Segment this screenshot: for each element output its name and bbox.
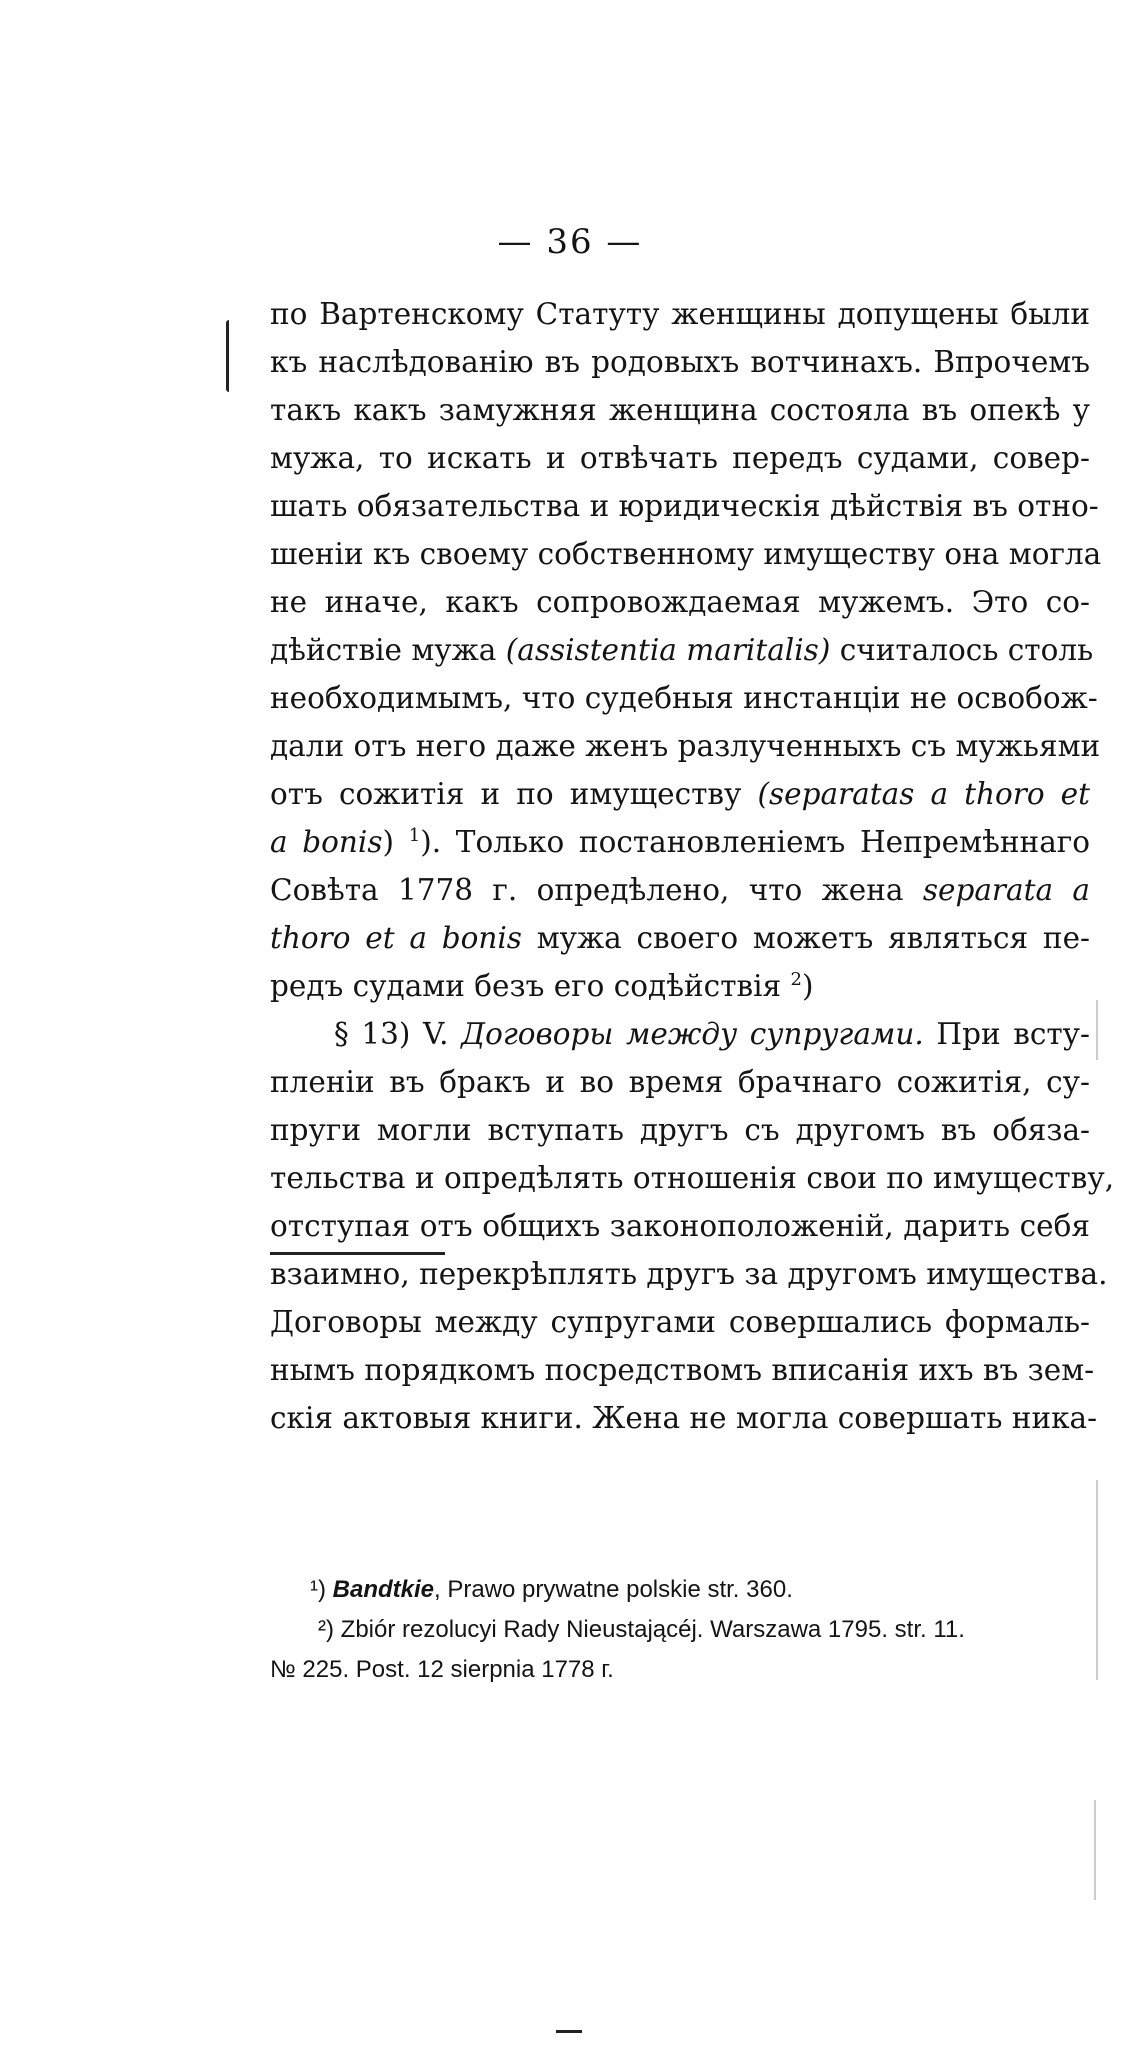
footnote-ref-1: 1 <box>408 825 421 847</box>
latin-term: thoro et a bonis <box>270 921 522 955</box>
text-line: мужа, то искать и отвѣчать передъ судами, совер- <box>270 441 1090 475</box>
footnote-ref-2: 2 <box>790 969 802 991</box>
text-line: дѣйствіе мужа (assistentia maritalis) считалось столь <box>270 633 1094 667</box>
scan-edge-mark <box>1096 1480 1098 1680</box>
text-line: отъ сожитія и по имуществу (separatas a thoro et <box>270 777 1090 811</box>
footnotes <box>270 1570 1090 1690</box>
bottom-mark <box>556 2030 582 2033</box>
text-line: дали отъ него даже женъ разлученныхъ съ мужьями <box>270 729 1101 763</box>
text-line: такъ какъ замужняя женщина состояла въ опекѣ у <box>270 393 1090 427</box>
footnote-divider <box>270 1252 445 1255</box>
footnote-2: ²) Zbiór rezolucyi Rady Nieustającéj. Warszawa 1795. str. 11. <box>318 1616 965 1643</box>
text-line: Договоры между супругами совершались формаль- <box>270 1305 1090 1339</box>
latin-term: (separatas a thoro et <box>757 777 1090 811</box>
text-line: нымъ порядкомъ посредствомъ вписанія ихъ въ зем- <box>270 1353 1095 1387</box>
text-line: a bonis) $^1$). Только постановленіемъ Непремѣннаго <box>270 825 1091 859</box>
text-line: къ наслѣдованію въ родовыхъ вотчинахъ. Впрочемъ <box>270 345 1090 379</box>
text-line: не иначе, какъ сопровождаемая мужемъ. Это со- <box>270 585 1090 619</box>
latin-term: separata a <box>922 873 1091 907</box>
text-line: пруги могли вступать другъ съ другомъ въ обяза- <box>270 1113 1090 1147</box>
text-line: тельства и опредѣлять отношенія свои по имуществу, <box>270 1161 1115 1195</box>
footnote-2-cont: № 225. Post. 12 sierpnia 1778 г. <box>270 1656 614 1683</box>
latin-term: (assistentia maritalis) <box>505 633 831 667</box>
text-line: thoro et a bonis мужа своего можетъ являться пе- <box>270 921 1090 955</box>
margin-bracket-mark <box>226 320 235 392</box>
text-line: шеніи къ своему собственному имуществу она могла <box>270 537 1102 571</box>
text-line: пленіи въ бракъ и во время брачнаго сожитія, су- <box>270 1065 1090 1099</box>
text-line: необходимымъ, что судебныя инстанціи не освобож- <box>270 681 1098 715</box>
footnote-1: ¹) Bandtkie, Prawo prywatne polskie str. 360. <box>310 1576 793 1603</box>
text-line: шать обязательства и юридическія дѣйствія въ отно- <box>270 489 1099 523</box>
scan-edge-mark <box>1096 1000 1098 1060</box>
section-heading-line: § 13) V. Договоры между супругами. При всту- <box>334 1017 1090 1051</box>
text-line: взаимно, перекрѣплять другъ за другомъ имущества. <box>270 1257 1108 1291</box>
latin-term: a bonis <box>270 825 383 859</box>
body-text <box>270 290 1115 1442</box>
footnote-author: Bandtkie <box>332 1576 435 1603</box>
text-line: Совѣта 1778 г. опредѣлено, что жена separata a <box>270 873 1091 907</box>
text-line: по Вартенскому Статуту женщины допущены были <box>270 297 1090 331</box>
page-number: — 36 — <box>497 222 643 262</box>
text-line: отступая отъ общихъ законоположеній, дарить себя <box>270 1209 1090 1243</box>
scan-edge-mark <box>1094 1800 1096 1900</box>
text-line: скія актовыя книги. Жена не могла совершать ника- <box>270 1401 1098 1435</box>
section-title: Договоры между супругами. <box>461 1017 924 1051</box>
text-line: редъ судами безъ его содѣйствія $^2$) <box>270 969 814 1003</box>
